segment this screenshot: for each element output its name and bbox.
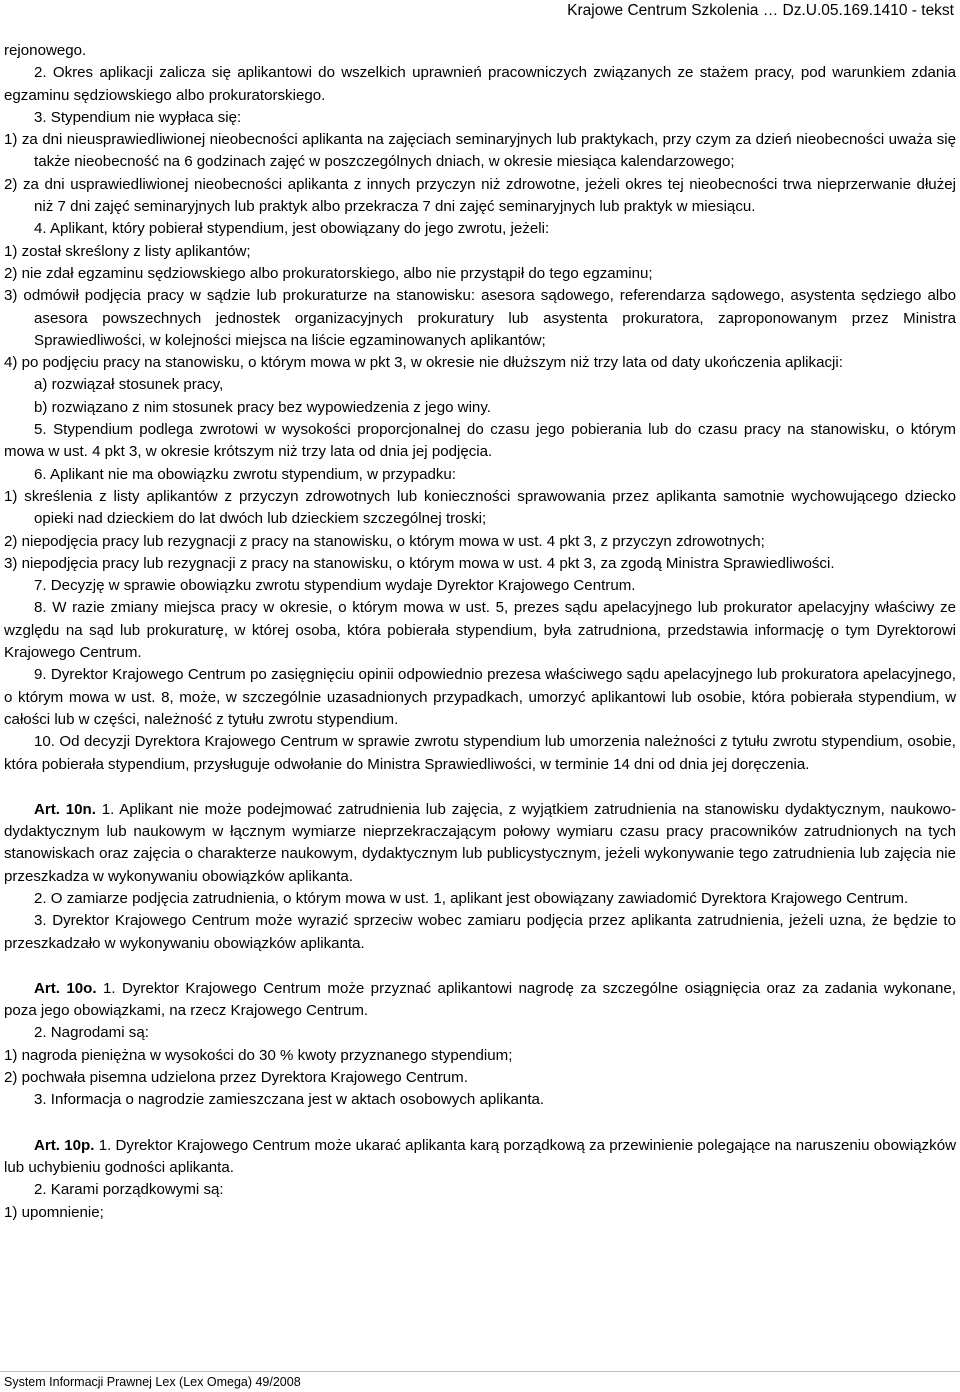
document-header: Krajowe Centrum Szkolenia … Dz.U.05.169.1410 - tekst [567, 2, 954, 19]
article-number: Art. 10n. [34, 800, 96, 818]
article-text: 1. Dyrektor Krajowego Centrum może ukarać aplikanta karą porządkową za przewinienie polegające na naruszeniu obowiązków lub uchybieniu godności aplikanta. [4, 1136, 957, 1176]
article-text: 1. Dyrektor Krajowego Centrum może przyznać aplikantowi nagrodę za szczególne osiągnięcia oraz za zadania wykonane, poza jego obowiązkami, na rzecz Krajowego Centrum. [4, 979, 956, 1020]
sub-list-item: a) rozwiązał stosunek pracy, [34, 376, 224, 394]
spacer [4, 776, 956, 799]
list-item: 1) został skreślony z listy aplikantów; [4, 242, 251, 260]
list-item: 4) po podjęciu pracy na stanowisku, o którym mowa w pkt 3, w okresie nie dłuższym niż trzy lata od daty ukończenia aplikacji: [4, 354, 843, 372]
sub-list-item: b) rozwiązano z nim stosunek pracy bez wypowiedzenia z jego winy. [34, 398, 491, 416]
list-item: 2) niepodjęcia pracy lub rezygnacji z pracy na stanowisku, o którym mowa w ust. 4 pkt 3, z przyczyn zdrowotnych; [4, 532, 765, 550]
spacer [4, 955, 956, 978]
paragraph: 3. Stypendium nie wypłaca się: [34, 108, 242, 126]
list-item: 2) za dni usprawiedliwionej nieobecności aplikanta z innych przyczyn niż zdrowotne, jeżeli okres tej nieobecności trwa nieprzerwanie dłużej niż 7 dni zajęć seminaryjnych lub praktyk albo przekracza 7 dni zajęć seminaryjnych lub praktyk w miesiącu. [4, 175, 956, 216]
paragraph: 3. Informacja o nagrodzie zamieszczana jest w aktach osobowych aplikanta. [34, 1091, 545, 1109]
paragraph: 10. Od decyzji Dyrektora Krajowego Centrum w sprawie zwrotu stypendium lub umorzenia należności z tytułu zwrotu stypendium, osobie, która pobierała stypendium, przysługuje odwołanie do Ministra Sprawiedliwości, w terminie 14 dni od dnia jej doręczenia. [4, 733, 956, 773]
article-paragraph [4, 799, 956, 888]
paragraph: 2. Karami porządkowymi są: [34, 1181, 224, 1199]
footer-divider [0, 1371, 960, 1372]
spacer [4, 1112, 956, 1135]
article-number: Art. 10o. [34, 979, 97, 997]
list-item: 1) nagroda pieniężna w wysokości do 30 % kwoty przyznanego stypendium; [4, 1046, 513, 1064]
paragraph: rejonowego. [4, 42, 87, 59]
article-paragraph [4, 1135, 956, 1180]
paragraph: 5. Stypendium podlega zwrotowi w wysokości proporcjonalnej do czasu jego pobierania lub do czasu pracy na stanowisku, o którym mowa w ust. 4 pkt 3, w okresie krótszym niż trzy lata od dnia jej podjęcia. [4, 421, 956, 461]
list-item: 1) skreślenia z listy aplikantów z przyczyn zdrowotnych lub konieczności sprawowania przez aplikanta samotnie wychowującego dziecko opieki nad dzieckiem do lat dwóch lub dzieckiem szczególnej troski; [4, 487, 956, 528]
paragraph: 2. Nagrodami są: [34, 1024, 149, 1042]
article-text: 1. Aplikant nie może podejmować zatrudnienia lub zajęcia, z wyjątkiem zatrudnienia na stanowisku dydaktycznym, naukowo-dydaktycznym lub naukowym w łącznym wymiarze nieprzekraczającym połowy wymiaru czasu pracy pracowników zatrudnionych na tych stanowiskach oraz zajęcia o charakterze naukowym, dydaktycznym lub publicystycznym, jeżeli wykonywanie tego zatrudnienia lub zajęcia nie przeszkadza w wykonywaniu obowiązków aplikanta. [4, 800, 956, 885]
list-item: 1) upomnienie; [4, 1203, 104, 1221]
paragraph: 2. O zamiarze podjęcia zatrudnienia, o którym mowa w ust. 1, aplikant jest obowiązany zawiadomić Dyrektora Krajowego Centrum. [34, 889, 909, 907]
document-footer: System Informacji Prawnej Lex (Lex Omega) 49/2008 [4, 1375, 301, 1389]
paragraph: 4. Aplikant, który pobierał stypendium, jest obowiązany do jego zwrotu, jeżeli: [34, 220, 550, 238]
article-number: Art. 10p. [34, 1136, 95, 1154]
list-item: 2) pochwała pisemna udzielona przez Dyrektora Krajowego Centrum. [4, 1069, 468, 1087]
paragraph: 6. Aplikant nie ma obowiązku zwrotu stypendium, w przypadku: [34, 465, 456, 483]
list-item: 2) nie zdał egzaminu sędziowskiego albo prokuratorskiego, albo nie przystąpił do tego egzaminu; [4, 264, 653, 282]
paragraph: 3. Dyrektor Krajowego Centrum może wyrazić sprzeciw wobec zamiaru podjęcia przez aplikanta zatrudnienia, jeżeli uzna, że będzie to przeszkadzało w wykonywaniu obowiązków aplikanta. [4, 912, 956, 952]
paragraph: 2. Okres aplikacji zalicza się aplikantowi do wszelkich uprawnień pracowniczych związanych ze stażem pracy, pod warunkiem zdania egzaminu sędziowskiego albo prokuratorskiego. [4, 64, 956, 104]
list-item: 1) za dni nieusprawiedliwionej nieobecności aplikanta na zajęciach seminaryjnych lub praktykach, przy czym za dzień nieobecności uważa się także nieobecność na 6 godzinach zajęć w poszczególnych dniach, w okresie miesiąca kalendarzowego; [4, 131, 956, 171]
paragraph: 7. Decyzję w sprawie obowiązku zwrotu stypendium wydaje Dyrektor Krajowego Centrum. [34, 577, 636, 595]
paragraph: 8. W razie zmiany miejsca pracy w okresie, o którym mowa w ust. 5, prezes sądu apelacyjnego lub prokurator apelacyjny właściwy ze względu na sąd lub prokuraturę, w której osoba, która pobierała stypendium, była zatrudniona, przedstawia informację o tym Dyrektorowi Krajowego Centrum. [4, 599, 956, 662]
document-body [4, 40, 956, 1224]
list-item: 3) odmówił podjęcia pracy w sądzie lub prokuraturze na stanowisku: asesora sądowego, referendarza sądowego, asystenta sędziego albo asesora powszechnych jednostek organizacyjnych prokuratury lub asystenta prokuratora, zaproponowanym przez Ministra Sprawiedliwości, w kolejności miejsca na liście egzaminowanych aplikantów; [4, 287, 956, 349]
list-item: 3) niepodjęcia pracy lub rezygnacji z pracy na stanowisku, o którym mowa w ust. 4 pkt 3, za zgodą Ministra Sprawiedliwości. [4, 554, 835, 572]
paragraph: 9. Dyrektor Krajowego Centrum po zasięgnięciu opinii odpowiednio prezesa właściwego sądu apelacyjnego lub prokuratora apelacyjnego, o którym mowa w ust. 8, może, w szczególnie uzasadnionych przypadkach, umorzyć aplikantowi lub osobie, która pobierała stypendium, w całości lub w części, należność z tytułu zwrotu stypendium. [4, 666, 956, 728]
article-paragraph [4, 978, 956, 1023]
